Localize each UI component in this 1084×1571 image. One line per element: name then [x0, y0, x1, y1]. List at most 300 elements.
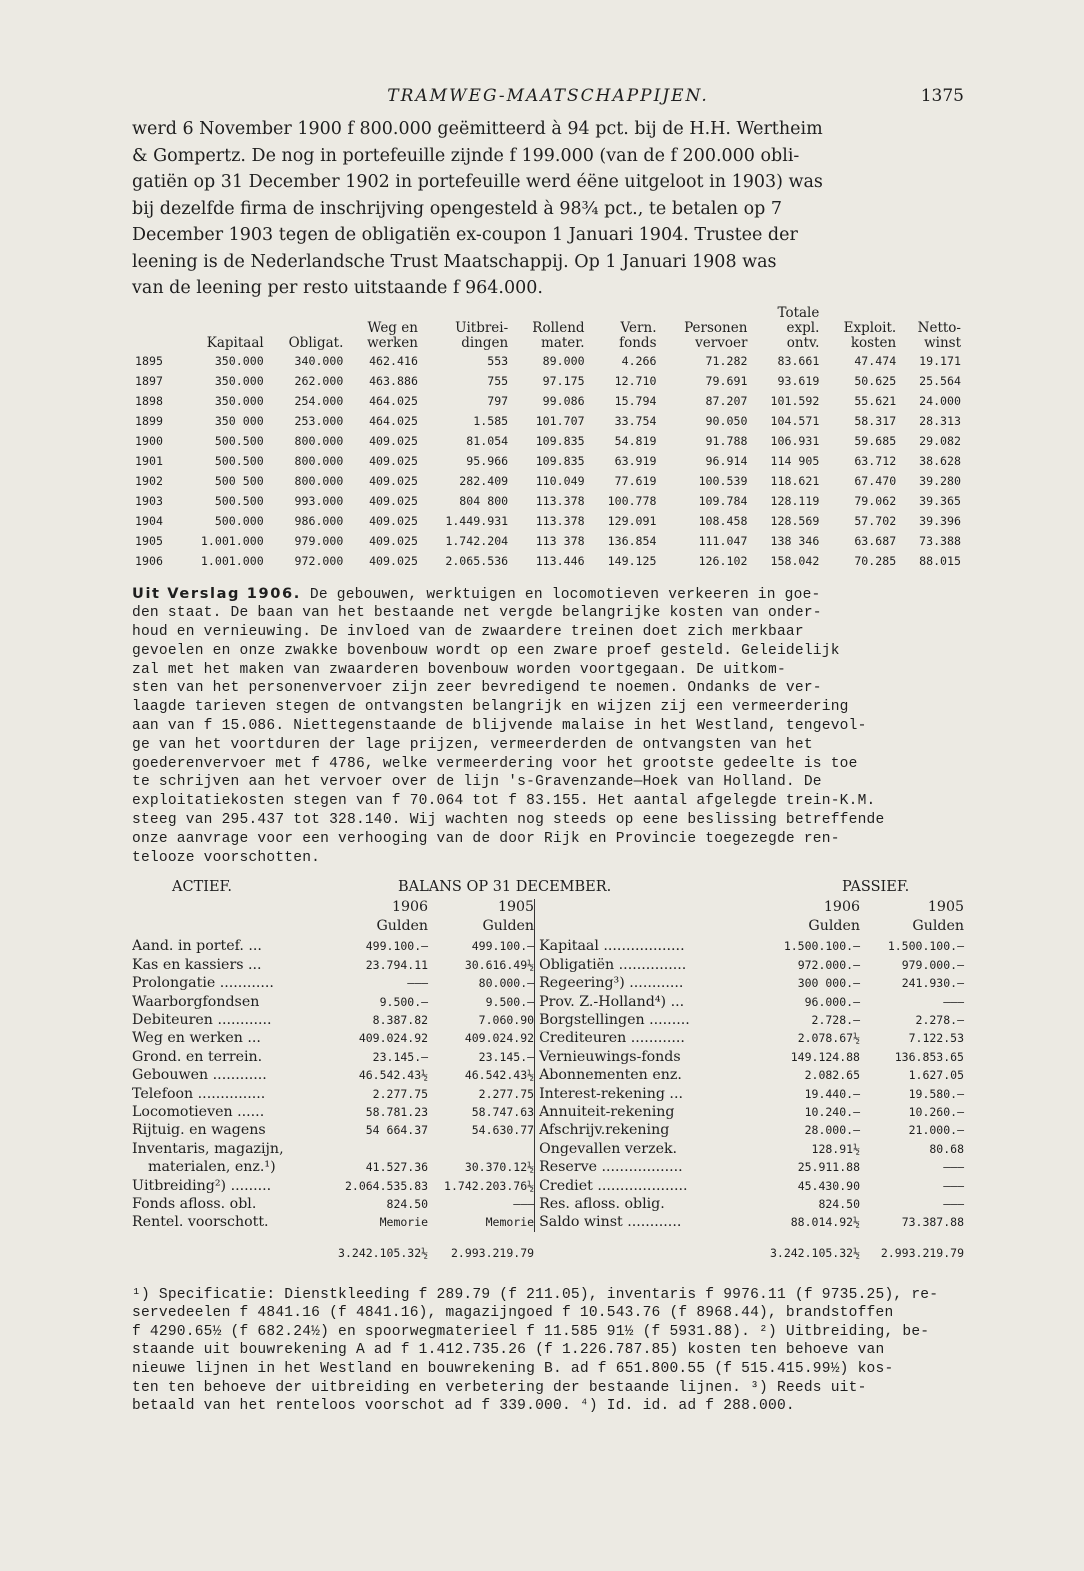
- value-cell: 87.207: [705, 393, 748, 408]
- verslag-line: [132, 679, 964, 698]
- column-header: Personen: [684, 319, 748, 336]
- column-header: [132, 321, 176, 336]
- passief-value-1905: 979.000.—: [901, 957, 964, 972]
- value-cell: 1.001.000: [200, 553, 264, 568]
- passief-value-1906: 972.000.—: [797, 957, 860, 972]
- actief-row: [132, 1029, 534, 1047]
- verslag-line: [132, 849, 964, 868]
- table-row: [132, 431, 964, 451]
- year-cell: 1902: [135, 473, 163, 488]
- value-cell: 4.266: [621, 353, 657, 368]
- passief-value-1905: 1.500.100.—: [887, 939, 964, 954]
- passief-total-1905: 2.993.219.79: [880, 1245, 964, 1260]
- actief-value-1905: ———: [513, 1196, 535, 1211]
- actief-row: [132, 956, 534, 974]
- actief-label: Weg en werken ...: [132, 1030, 261, 1047]
- verslag-text: den staat. De baan van het bestaande net vergde belangrijke kosten van onder-: [132, 605, 822, 622]
- actief-row: [132, 1121, 534, 1139]
- passief-label: Annuiteit-rekening: [539, 1103, 675, 1120]
- actief-label: Grond. en terrein.: [132, 1048, 263, 1065]
- balance-passief-column: [535, 899, 964, 1231]
- actief-year-header: [132, 899, 534, 918]
- passief-label: Afschrijv.rekening: [539, 1122, 670, 1139]
- page-number: 1375: [920, 86, 964, 106]
- year-cell: 1906: [135, 553, 163, 568]
- value-cell: 28.313: [919, 413, 961, 428]
- passief-row: [539, 1177, 964, 1195]
- passief-label: Crediteuren ............: [539, 1030, 685, 1047]
- value-cell: 262.000: [294, 373, 344, 388]
- column-header: [421, 306, 511, 321]
- value-cell: 553: [487, 353, 509, 368]
- passief-value-1905: 136.853.65: [894, 1049, 964, 1064]
- table-row: [132, 351, 964, 371]
- actief-value-1905: 30.370.12½: [464, 1160, 535, 1175]
- column-header: [346, 306, 421, 321]
- verslag-line: [132, 811, 964, 830]
- column-header: Obligat.: [288, 334, 344, 351]
- year-cell: 1898: [135, 393, 163, 408]
- value-cell: 24.000: [919, 393, 961, 408]
- actief-label: Aand. in portef. ...: [132, 938, 262, 955]
- actief-label: Gebouwen ............: [132, 1067, 267, 1084]
- passief-value-1905: 2.278.—: [915, 1013, 964, 1028]
- verslag-text: exploitatiekosten stegen van f 70.064 tot f 83.155. Het aantal afgelegde trein-K.M.: [132, 793, 876, 810]
- actief-label: Waarborgfondsen: [132, 993, 260, 1010]
- year-cell: 1897: [135, 373, 163, 388]
- value-cell: 99.086: [542, 393, 585, 408]
- value-cell: 800.000: [294, 473, 344, 488]
- verslag-line: [132, 585, 964, 605]
- actief-value-1905: 30.616.49½: [464, 957, 535, 972]
- column-header: Rollend: [532, 319, 585, 336]
- intro-line: gatiën op 31 December 1902 in portefeuille werd éëne uitgeloot in 1903) was: [132, 172, 823, 192]
- value-cell: 1.001.000: [200, 533, 264, 548]
- value-cell: 136.854: [607, 533, 657, 548]
- value-cell: 755: [487, 373, 509, 388]
- value-cell: 462.416: [369, 353, 418, 368]
- actief-label: Inventaris, magazijn,: [132, 1140, 284, 1157]
- value-cell: 350.000: [214, 373, 264, 388]
- verslag-line: [132, 773, 964, 792]
- value-cell: 118.621: [770, 473, 820, 488]
- value-cell: 70.285: [854, 553, 897, 568]
- intro-line: bij dezelfde firma de inschrijving opengesteld à 98¾ pct., te betalen op 7: [132, 198, 783, 219]
- value-cell: 350 000: [214, 413, 264, 428]
- actief-row: [132, 1011, 534, 1029]
- column-header: kosten: [850, 334, 897, 351]
- footnote-line: staande uit bouwrekening A ad f 1.412.735.26 (f 1.226.787.85) kosten ten behoeve van: [132, 1342, 885, 1359]
- value-cell: 55.621: [854, 393, 897, 408]
- value-cell: 77.619: [614, 473, 657, 488]
- value-cell: 63.712: [854, 453, 897, 468]
- actief-year-1905: 1905: [497, 899, 535, 916]
- value-cell: 128.119: [770, 493, 820, 508]
- value-cell: 108.458: [698, 513, 748, 528]
- verslag-text: laagde tarieven stegen de ontvangsten belangrijk en wijzen zij een vermeerdering: [132, 699, 849, 716]
- passief-row: [539, 1103, 964, 1121]
- passief-label: Ongevallen verzek.: [539, 1140, 678, 1157]
- value-cell: 1.742.204: [445, 533, 509, 548]
- value-cell: 111.047: [698, 533, 748, 548]
- value-cell: 2.065.536: [445, 553, 509, 568]
- actief-value-1906: 9.500.—: [379, 994, 429, 1009]
- passief-value-1905: 241.930.—: [901, 976, 964, 991]
- actief-row: [132, 1213, 534, 1231]
- passief-unit-1906: Gulden: [808, 918, 860, 935]
- balance-title: BALANS OP 31 DECEMBER.: [398, 879, 612, 896]
- value-cell: 500.000: [214, 513, 264, 528]
- actief-value-1905: 9.500.—: [485, 994, 535, 1009]
- actief-row: [132, 1066, 534, 1084]
- value-cell: 63.919: [614, 453, 657, 468]
- value-cell: 158.042: [770, 553, 820, 568]
- year-cell: 1901: [135, 453, 163, 468]
- verslag-text: te schrijven aan het vervoer over de lijn 's-Gravenzande—Hoek van Holland. De: [132, 774, 822, 791]
- passief-year-header: [539, 899, 964, 918]
- column-header: [822, 306, 899, 321]
- actief-value-1906: 824.50: [386, 1196, 429, 1211]
- passief-year-1905: 1905: [927, 899, 964, 916]
- actief-unit-header: [132, 918, 534, 937]
- passief-row: [539, 1121, 964, 1139]
- actief-label: Locomotieven ......: [132, 1103, 265, 1120]
- value-cell: 110.049: [535, 473, 585, 488]
- actief-label: Rentel. voorschott.: [132, 1214, 269, 1231]
- passief-row: [539, 1158, 964, 1176]
- value-cell: 25.564: [919, 373, 961, 388]
- verslag-text: steeg van 295.437 tot 328.140. Wij wachten nog steeds op eene beslissing betreffende: [132, 812, 885, 829]
- value-cell: 29.082: [919, 433, 961, 448]
- year-cell: 1903: [135, 493, 163, 508]
- value-cell: 113.446: [535, 553, 585, 568]
- value-cell: 128.569: [770, 513, 820, 528]
- value-cell: 39.280: [919, 473, 961, 488]
- passief-value-1906: 2.082.65: [804, 1068, 860, 1083]
- passief-label: Res. afloss. oblig.: [539, 1195, 665, 1212]
- column-header: fonds: [619, 334, 657, 351]
- table-row: [132, 391, 964, 411]
- passief-row: [539, 993, 964, 1011]
- intro-line: December 1903 tegen de obligatiën ex-coupon 1 Januari 1904. Trustee der: [132, 225, 798, 245]
- passief-row: [539, 1085, 964, 1103]
- passief-row: [539, 1066, 964, 1084]
- column-header: vervoer: [695, 334, 748, 351]
- value-cell: 1.449.931: [445, 513, 509, 528]
- actief-value-1905: 23.145.—: [478, 1049, 535, 1064]
- footnote-line: nieuwe lijnen in het Westland en bouwrekening B. ad f 651.800.55 (f 515.415.99½) kos-: [132, 1361, 894, 1378]
- actief-label: Telefoon ...............: [132, 1085, 266, 1102]
- column-header: Kapitaal: [206, 334, 264, 351]
- value-cell: 73.388: [919, 533, 961, 548]
- passief-total-1906: 3.242.105.32½: [769, 1245, 860, 1260]
- actief-label: Debiteuren ............: [132, 1012, 272, 1029]
- value-cell: 89.000: [542, 353, 585, 368]
- verslag-line: [132, 661, 964, 680]
- value-cell: 15.794: [614, 393, 657, 408]
- footnotes: [132, 1286, 964, 1416]
- table-row: [132, 511, 964, 531]
- value-cell: 83.661: [777, 353, 820, 368]
- passief-value-1905: 21.000.—: [908, 1123, 964, 1138]
- actief-row: [132, 1103, 534, 1121]
- year-cell: 1905: [135, 533, 163, 548]
- value-cell: 63.687: [854, 533, 897, 548]
- value-cell: 800.000: [294, 433, 344, 448]
- verslag-lead: Uit Verslag 1906.: [132, 584, 301, 602]
- passief-row: [539, 1011, 964, 1029]
- footnote-line: servedeelen f 4841.16 (f 4841.16), magazijngoed f 10.543.76 (f 8968.44), brandstoffen: [132, 1305, 894, 1322]
- verslag-line: [132, 755, 964, 774]
- actief-year-1906: 1906: [391, 899, 429, 916]
- value-cell: 81.054: [466, 433, 509, 448]
- column-header: Weg en: [367, 319, 418, 336]
- actief-value-1905: 58.747.63: [471, 1104, 535, 1119]
- value-cell: 282.409: [459, 473, 509, 488]
- actief-row: [132, 937, 534, 955]
- verslag-text: onze aanvrage voor een verhooging van de door Rijk en Provincie toegezegde ren-: [132, 830, 840, 847]
- value-cell: 12.710: [614, 373, 657, 388]
- value-cell: 253.000: [294, 413, 344, 428]
- column-header: ontv.: [786, 334, 820, 351]
- intro-paragraph: [132, 116, 964, 302]
- passief-label: Regeering³) ............: [539, 975, 684, 992]
- verslag-line: [132, 830, 964, 849]
- value-cell: 100.778: [607, 493, 657, 508]
- exploitation-table: [132, 306, 964, 571]
- passief-value-1905: ———: [943, 1196, 964, 1211]
- actief-value-1906: 499.100.—: [365, 939, 429, 954]
- passief-value-1905: 80.68: [929, 1141, 964, 1156]
- column-header: werken: [367, 334, 418, 351]
- passief-value-1906: 2.078.67½: [797, 1031, 860, 1046]
- passief-value-1906: 10.240.—: [804, 1104, 860, 1119]
- value-cell: 500 500: [214, 473, 264, 488]
- value-cell: 464.025: [369, 413, 418, 428]
- verslag-line: [132, 792, 964, 811]
- value-cell: 101.592: [770, 393, 820, 408]
- value-cell: 972.000: [294, 553, 344, 568]
- value-cell: 100.539: [698, 473, 748, 488]
- passief-label: Vernieuwings-fonds: [539, 1048, 681, 1065]
- value-cell: 39.365: [919, 493, 961, 508]
- actief-value-1906: [328, 1140, 428, 1158]
- value-cell: 33.754: [614, 413, 657, 428]
- passief-value-1906: 149.124.88: [790, 1049, 860, 1064]
- running-header: [132, 80, 964, 116]
- actief-value-1906: 41.527.36: [365, 1160, 429, 1175]
- verslag-text: telooze voorschotten.: [132, 849, 321, 866]
- value-cell: 797: [487, 393, 509, 408]
- passief-unit-header: [539, 918, 964, 937]
- actief-row: [132, 1085, 534, 1103]
- intro-line: werd 6 November 1900 f 800.000 geëmitteerd à 94 pct. bij de H.H. Wertheim: [132, 119, 823, 139]
- passief-value-1906: 300 000.—: [797, 976, 860, 991]
- actief-value-1906: 58.781.23: [365, 1104, 429, 1119]
- value-cell: 409.025: [369, 533, 418, 548]
- passief-value-1905: ———: [943, 1178, 964, 1193]
- passief-unit-1905: Gulden: [912, 918, 964, 935]
- passief-year-1906: 1906: [823, 899, 860, 916]
- passief-value-1905: ———: [943, 994, 964, 1009]
- column-header: mater.: [541, 334, 585, 351]
- value-cell: 88.015: [919, 553, 961, 568]
- actief-value-1906: 23.145.—: [372, 1049, 429, 1064]
- passief-label: Prov. Z.-Holland⁴) ...: [539, 993, 685, 1010]
- actief-row: [132, 1195, 534, 1213]
- table-header-row: [132, 336, 964, 351]
- value-cell: 986.000: [294, 513, 344, 528]
- value-cell: 993.000: [294, 493, 344, 508]
- passief-value-1905: 19.580.—: [908, 1086, 964, 1101]
- value-cell: 109.835: [535, 433, 585, 448]
- value-cell: 350.000: [214, 353, 264, 368]
- value-cell: 113.378: [535, 513, 585, 528]
- actief-label: Prolongatie ............: [132, 975, 274, 992]
- column-header: [132, 336, 176, 351]
- passief-value-1905: ———: [943, 1160, 964, 1175]
- column-header: [588, 306, 660, 321]
- passief-value-1905: 73.387.88: [901, 1215, 964, 1230]
- value-cell: 409.025: [369, 473, 418, 488]
- actief-value-1906: 8.387.82: [372, 1013, 429, 1028]
- passief-label: Saldo winst ............: [539, 1214, 682, 1231]
- passief-value-1906: 28.000.—: [804, 1123, 860, 1138]
- actief-label: Fonds afloss. obl.: [132, 1195, 257, 1212]
- value-cell: 804 800: [459, 493, 509, 508]
- verslag-paragraph: [132, 585, 964, 868]
- actief-totals: [132, 1232, 534, 1280]
- page-content: [132, 80, 964, 1416]
- value-cell: 409.025: [369, 453, 418, 468]
- balance-heading: [132, 877, 964, 899]
- verslag-text: goederenvervoer met f 4786, welke vermeerdering voor het grootste gedeelte is toe: [132, 755, 858, 772]
- value-cell: 409.025: [369, 433, 418, 448]
- value-cell: 101.707: [535, 413, 585, 428]
- value-cell: 109.784: [698, 493, 748, 508]
- passief-row: [539, 1213, 964, 1231]
- actief-value-1906: 409.024.92: [358, 1031, 429, 1046]
- actief-value-1905: 54.630.77: [471, 1123, 535, 1138]
- actief-label: Kas en kassiers ...: [132, 956, 262, 973]
- footnote-line: f 4290.65½ (f 682.24½) en spoorwegmaterieel f 11.585 91½ (f 5931.88). ²) Uitbreiding, be-: [132, 1323, 930, 1340]
- passief-label: Reserve ..................: [539, 1159, 683, 1176]
- column-header: Uitbrei-: [455, 319, 509, 336]
- passief-value-1905: 10.260.—: [908, 1104, 964, 1119]
- value-cell: 409.025: [369, 553, 418, 568]
- table-row: [132, 471, 964, 491]
- passief-label: Borgstellingen .........: [539, 1012, 690, 1029]
- value-cell: 90.050: [705, 413, 748, 428]
- column-header: [176, 321, 266, 336]
- value-cell: 58.317: [854, 413, 897, 428]
- actief-value-1906: Memorie: [379, 1215, 429, 1230]
- value-cell: 79.062: [854, 493, 897, 508]
- value-cell: 129.091: [607, 513, 657, 528]
- balance-totals: [132, 1232, 964, 1280]
- column-header: Totale: [777, 304, 820, 321]
- value-cell: 97.175: [542, 373, 585, 388]
- column-header: [267, 306, 347, 321]
- value-cell: 93.619: [777, 373, 820, 388]
- value-cell: 1.585: [473, 413, 509, 428]
- column-header: dingen: [461, 334, 509, 351]
- value-cell: 800.000: [294, 453, 344, 468]
- column-header: [899, 306, 964, 321]
- value-cell: 67.470: [854, 473, 897, 488]
- value-cell: 54.819: [614, 433, 657, 448]
- verslag-text: De gebouwen, werktuigen en locomotieven verkeeren in goe-: [300, 586, 821, 603]
- value-cell: 109.835: [535, 453, 585, 468]
- actief-label: materialen, enz.¹): [148, 1159, 276, 1176]
- table-row: [132, 551, 964, 571]
- column-header: Exploit.: [843, 319, 897, 336]
- intro-line: leening is de Nederlandsche Trust Maatschappij. Op 1 Januari 1908 was: [132, 251, 777, 272]
- actief-value-1905: 2.277.75: [478, 1086, 535, 1101]
- column-header: winst: [924, 334, 961, 351]
- actief-value-1906: 54 664.37: [365, 1123, 429, 1138]
- value-cell: 500.500: [214, 453, 264, 468]
- passief-value-1906: 1.500.100.—: [783, 939, 860, 954]
- value-cell: 96.914: [705, 453, 748, 468]
- verslag-text: houd en vernieuwing. De invloed van de zwaardere treinen doet zich merkbaar: [132, 624, 804, 641]
- value-cell: 91.788: [705, 433, 748, 448]
- passief-value-1906: 128.91½: [811, 1141, 860, 1156]
- column-header: [267, 321, 347, 336]
- footnote-line: ten ten behoeve der uitbreiding en verbetering der bestaande lijnen. ³) Reeds uit-: [132, 1379, 867, 1396]
- value-cell: 39.396: [919, 513, 961, 528]
- actief-unit-1906: Gulden: [376, 918, 429, 935]
- value-cell: 350.000: [214, 393, 264, 408]
- footnote-line: betaald van het renteloos voorschot ad f 339.000. ⁴) Id. id. ad f 288.000.: [132, 1398, 795, 1415]
- verslag-line: [132, 736, 964, 755]
- passief-value-1906: 45.430.90: [797, 1178, 860, 1193]
- passief-row: [539, 937, 964, 955]
- actief-value-1905: [428, 1140, 534, 1158]
- passief-value-1906: 824.50: [818, 1196, 860, 1211]
- balance-sheet: [132, 899, 964, 1231]
- passief-label: Obligatiën ...............: [539, 956, 687, 973]
- table-row: [132, 531, 964, 551]
- actief-row: [132, 1158, 534, 1176]
- column-header: [660, 306, 751, 321]
- value-cell: 113.378: [535, 493, 585, 508]
- passief-value-1906: 88.014.92½: [790, 1215, 860, 1230]
- balance-actief-column: [132, 899, 535, 1231]
- table-row: [132, 491, 964, 511]
- value-cell: 126.102: [698, 553, 748, 568]
- actief-total-1906: 3.242.105.32½: [338, 1245, 429, 1260]
- value-cell: 254.000: [294, 393, 344, 408]
- passief-row: [539, 1029, 964, 1047]
- passief-row: [539, 1195, 964, 1213]
- passief-row: [539, 974, 964, 992]
- table-header-row: [132, 321, 964, 336]
- column-header: [132, 306, 176, 321]
- passief-label: Kapitaal ..................: [539, 938, 685, 955]
- passief-value-1906: 19.440.—: [804, 1086, 860, 1101]
- actief-value-1905: 499.100.—: [471, 939, 535, 954]
- passief-value-1905: 1.627.05: [908, 1068, 964, 1083]
- passief-value-1905: 7.122.53: [908, 1031, 964, 1046]
- value-cell: 50.625: [854, 373, 897, 388]
- verslag-text: zal met het maken van zwaarderen bovenbouw worden voortgegaan. De uitkom-: [132, 661, 786, 678]
- passief-label: Abonnementen enz.: [539, 1067, 682, 1084]
- value-cell: 47.474: [854, 353, 897, 368]
- column-header: expl.: [786, 319, 820, 336]
- value-cell: 57.702: [854, 513, 897, 528]
- value-cell: 59.685: [854, 433, 897, 448]
